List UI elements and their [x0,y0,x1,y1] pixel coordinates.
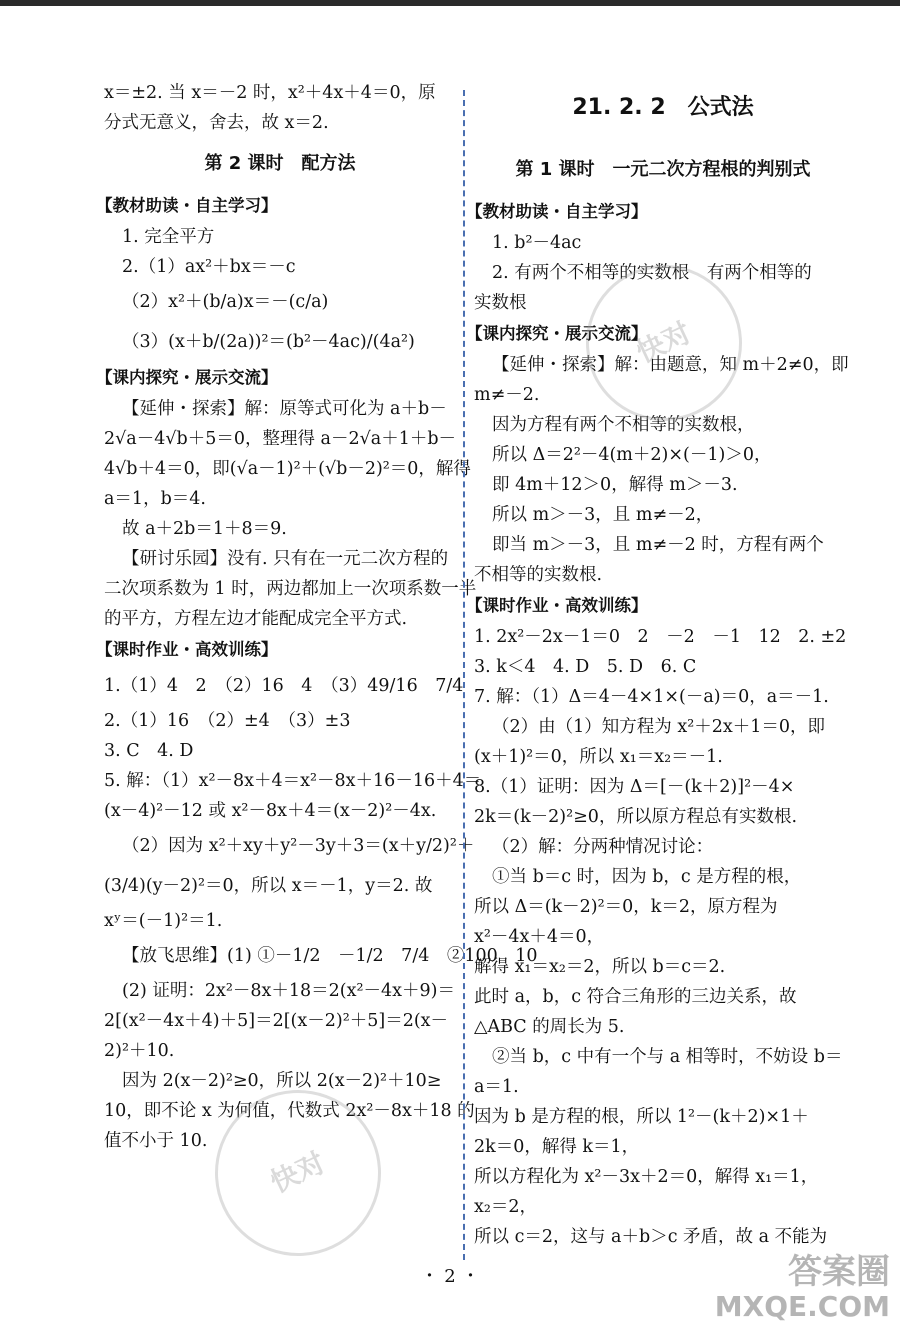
text-line: 所以 m＞－3，且 m≠－2， [492,505,714,525]
section-header: 【课时作业・高效训练】 [466,596,648,615]
text-line: 此时 a，b，c 符合三角形的三边关系，故 [474,987,797,1007]
text-line: a＝1，b＝4. [104,489,206,509]
section-header: 【教材助读・自主学习】 [466,202,648,221]
text-line: 所以 c＝2，这与 a＋b＞c 矛盾，故 a 不能为 [474,1227,828,1247]
text-line: 2k＝0，解得 k＝1， [474,1137,640,1157]
text-line: 4√b＋4＝0，即(√a－1)²＋(√b－2)²＝0，解得 [104,459,471,479]
text-line: 2. 有两个不相等的实数根 有两个相等的 [492,263,812,283]
text-line: （2）解：分两种情况讨论： [492,837,714,857]
text-line: a＝1. [474,1077,519,1097]
text-line: 不相等的实数根. [474,565,603,585]
text-line: 3. k＜4 4. D 5. D 6. C [474,657,697,677]
page-number: ・ 2 ・ [420,1266,480,1287]
watermark-stamp: 快对 [188,1063,409,1284]
text-line: 所以 Δ＝2²－4(m＋2)×(－1)＞0， [492,445,772,465]
text-line: （2）由（1）知方程为 x²＋2x＋1＝0，即 [492,717,825,737]
text-line: 【放飞思维】(1) ①－1/2 －1/2 7/4 ②100 10 [122,946,538,966]
text-line: m≠－2. [474,385,540,405]
text-line: 【研讨乐园】没有. 只有在一元二次方程的 [122,549,449,569]
lesson-title: 第 1 课时 一元二次方程根的判别式 [515,159,811,180]
text-line: 2)²＋10. [104,1041,175,1061]
text-line: 实数根 [474,293,527,313]
text-line: (x＋1)²＝0，所以 x₁＝x₂＝－1. [474,747,723,767]
section-header: 【教材助读・自主学习】 [96,196,278,215]
text-line: 1. 完全平方 [122,227,215,247]
text-line: （3）(x＋b/(2a))²＝(b²－4ac)/(4a²) [122,332,415,352]
watermark-stamp: 快对 [560,239,767,446]
text-line: x₂＝2， [474,1197,538,1217]
text-line: （2）x²＋(b/a)x＝－(c/a) [122,292,329,312]
text-line: 2√a－4√b＋5＝0，整理得 a－2√a＋1＋b－ [104,429,457,449]
text-line: 7. 解：（1）Δ＝4－4×1×(－a)＝0，a＝－1. [474,687,829,707]
site-watermark [715,1253,890,1323]
text-line: 值不小于 10. [104,1131,208,1151]
right-column [466,78,852,1252]
column-divider [463,90,465,1260]
text-line: 的平方，方程左边才能配成完全平方式. [104,609,408,629]
text-line: 3. C 4. D [104,741,194,761]
text-line: (2) 证明：2x²－8x＋18＝2(x²－4x＋9)＝ [122,981,455,1001]
text-line: （2）因为 x²＋xy＋y²－3y＋3＝(x＋y/2)²＋ [122,836,475,856]
section-title: 21. 2. 2 公式法 [572,95,754,120]
text-line: ①当 b＝c 时，因为 b，c 是方程的根， [492,867,802,887]
text-line: x²－4x＋4＝0， [474,927,605,947]
text-line: 因为 2(x－2)²≥0，所以 2(x－2)²＋10≥ [122,1071,442,1091]
section-header: 【课内探究・展示交流】 [96,368,278,387]
text-line: ②当 b，c 中有一个与 a 相等时，不妨设 b＝ [492,1047,843,1067]
text-line: 即当 m＞－3，且 m≠－2 时，方程有两个 [492,535,824,555]
text-line: 【延伸・探索】解：由题意，知 m＋2≠0，即 [492,355,849,375]
text-line: 所以方程化为 x²－3x＋2＝0，解得 x₁＝1， [474,1167,819,1187]
section-header: 【课内探究・展示交流】 [466,324,648,343]
text-line: 二次项系数为 1 时，两边都加上一次项系数一半 [104,579,477,599]
text-line: 分式无意义，舍去，故 x＝2. [104,113,329,133]
text-line: 8.（1）证明：因为 Δ＝[－(k＋2)]²－4× [474,777,795,797]
text-line: 2k＝(k－2)²≥0，所以原方程总有实数根. [474,807,798,827]
text-line: 1.（1）4 2 （2）16 4 （3）49/16 7/4 [104,676,464,696]
text-line: 1. b²－4ac [492,233,582,253]
text-line: 所以 Δ＝(k－2)²＝0，k＝2，原方程为 [474,897,778,917]
text-line: xʸ＝(－1)²＝1. [104,911,223,931]
text-line: 因为方程有两个不相等的实数根， [492,415,755,435]
lesson-title: 第 2 课时 配方法 [204,153,356,174]
text-line: 因为 b 是方程的根，所以 1²－(k＋2)×1＋ [474,1107,809,1127]
text-line: (3/4)(y－2)²＝0，所以 x＝－1，y＝2. 故 [104,876,433,896]
site-watermark-name: 答案圈 [788,1252,890,1292]
top-border [0,0,900,6]
text-line: x＝±2. 当 x＝－2 时，x²＋4x＋4＝0，原 [104,83,436,103]
text-line: (x－4)²－12 或 x²－8x＋4＝(x－2)²－4x. [104,801,437,821]
text-line: 5. 解：（1）x²－8x＋4＝x²－8x＋16－16＋4＝ [104,771,482,791]
text-line: 【延伸・探索】解：原等式可化为 a＋b－ [122,399,447,419]
site-watermark-url: MXQE.COM [714,1290,890,1323]
text-line: 1. 2x²－2x－1＝0 2 －2 －1 12 2. ±2 [474,627,847,647]
text-line: 解得 x₁＝x₂＝2，所以 b＝c＝2. [474,957,726,977]
section-header: 【课时作业・高效训练】 [96,640,278,659]
text-line: 即 4m＋12＞0，解得 m＞－3. [492,475,738,495]
text-line: 2[(x²－4x＋4)＋5]＝2[(x－2)²＋5]＝2(x－ [104,1011,449,1031]
text-line: 2.（1）ax²＋bx＝－c [122,257,296,277]
text-line: △ABC 的周长为 5. [474,1017,625,1037]
text-line: 10，即不论 x 为何值，代数式 2x²－8x＋18 的 [104,1101,475,1121]
text-line: 故 a＋2b＝1＋8＝9. [122,519,287,539]
text-line: 2.（1）16 （2）±4 （3）±3 [104,711,351,731]
